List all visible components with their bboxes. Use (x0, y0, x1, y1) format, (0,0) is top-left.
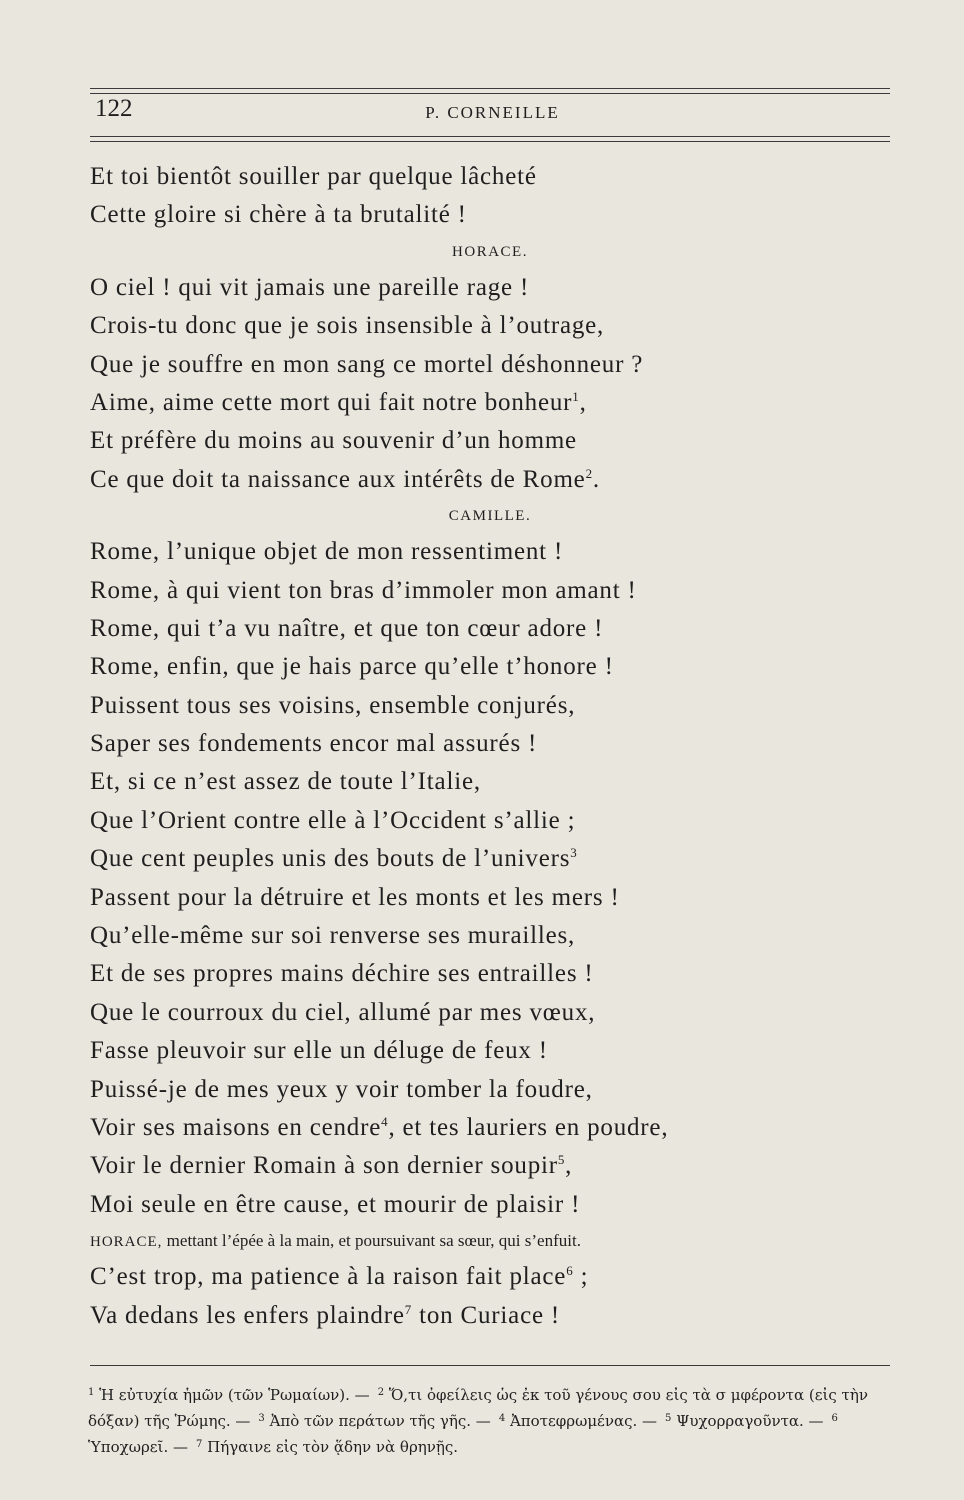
footnote (499, 1412, 657, 1430)
verse-text: Que l’Orient contre elle à l’Occident s’allie ; (90, 806, 576, 834)
footnote-text: Πήγαινε εἰς τὸν ᾅδην νὰ θρηνῇς. (207, 1438, 459, 1456)
verse-text: O ciel ! qui vit jamais une pareille rage ! (90, 273, 530, 301)
footnote-text: Ὅ,τι ὀφείλεις ὡς ἐκ τοῦ γένους σου εἰς τὰ σ μφέροντα (εἰς τὴν δόξαν) τῆς Ῥώμης. — (88, 1386, 868, 1430)
footnote-text: Ψυχορραγοῦντα. — (676, 1412, 824, 1430)
verse-line (90, 307, 890, 345)
verse-line (90, 1297, 890, 1335)
footnote-mark: 1 (88, 1387, 95, 1398)
verse-text: Puissé-je de mes yeux y voir tomber la foudre, (90, 1075, 593, 1103)
speaker-name: HORACE. (452, 243, 528, 260)
verse-line (90, 879, 890, 917)
verse-line (90, 1147, 890, 1185)
footnote (665, 1412, 824, 1430)
footnote-mark: 6 (831, 1413, 838, 1424)
verse-text: Fasse pleuvoir sur elle un déluge de feux ! (90, 1037, 548, 1065)
stage-speaker: HORACE, (90, 1234, 163, 1251)
footnote-ref: 6 (566, 1263, 574, 1279)
verse-text: Puissent tous ses voisins, ensemble conjurés, (90, 691, 576, 719)
verse-text: Et préfère du moins au souvenir d’un homme (90, 427, 577, 455)
verse-line (90, 1258, 890, 1296)
verse-text: Et de ses propres mains déchire ses entrailles ! (90, 960, 594, 988)
header-top-rule-2 (90, 93, 890, 94)
verse-text: Que cent peuples unis des bouts de l’univers (90, 845, 571, 873)
verse-tail: ton Curiace ! (412, 1301, 561, 1329)
footnote-ref: 2 (585, 465, 593, 481)
footnote-ref: 7 (404, 1301, 413, 1317)
verse-line (90, 687, 890, 725)
footnote-mark: 4 (498, 1413, 506, 1424)
verse-line (90, 763, 890, 801)
verse-line (90, 917, 890, 955)
footnote-mark: 5 (665, 1413, 672, 1424)
verse-line (90, 994, 890, 1032)
verse-line (90, 158, 890, 196)
verse-tail: , (565, 1152, 573, 1180)
footnote-mark: 7 (195, 1439, 203, 1450)
stage-text: mettant l’épée à la main, et poursuivant sa sœur, qui s’enfuit. (166, 1231, 581, 1251)
running-head (95, 95, 890, 135)
speaker-name: CAMILLE. (448, 508, 532, 525)
verse-text: Va dedans les enfers plaindre (90, 1301, 405, 1329)
verse-line (90, 384, 890, 422)
verse-line (90, 725, 890, 763)
verse-text (90, 158, 890, 1335)
header-top-rule (90, 88, 890, 89)
footnote-ref: 5 (557, 1152, 566, 1168)
verse-line (90, 572, 890, 610)
verse-text: Aime, aime cette mort qui fait notre bonheur (90, 388, 573, 416)
verse-text: Rome, à qui vient ton bras d’immoler mon amant ! (90, 576, 637, 604)
footnotes (88, 1381, 898, 1459)
verse-line (90, 648, 890, 686)
verse-text: Cette gloire si chère à ta brutalité ! (90, 201, 467, 229)
verse-text: Passent pour la détruire et les monts et les mers ! (90, 883, 620, 911)
footnote-mark: 3 (258, 1413, 265, 1424)
verse-line (90, 533, 890, 571)
footnote (196, 1438, 458, 1456)
verse-tail: , et tes lauriers en poudre, (388, 1113, 669, 1141)
verse-line (90, 461, 890, 499)
verse-line (90, 802, 890, 840)
footnote-text: Ἀποτεφρωμένας. — (509, 1412, 658, 1430)
footnote-ref: 1 (572, 388, 580, 404)
verse-tail: , (579, 388, 587, 416)
verse-text: Et, si ce n’est assez de toute l’Italie, (90, 768, 481, 796)
footnote-text: Ὑποχωρεῖ. — (88, 1438, 188, 1456)
footnote-separator (90, 1365, 890, 1366)
verse-text: Rome, qui t’a vu naître, et que ton cœur adore ! (90, 614, 604, 642)
verse-line (90, 1186, 890, 1224)
verse-text: Moi seule en être cause, et mourir de plaisir ! (90, 1190, 581, 1218)
verse-text: Rome, enfin, que je hais parce qu’elle t’honore ! (90, 653, 614, 681)
verse-text: Rome, l’unique objet de mon ressentiment ! (90, 538, 564, 566)
verse-line (90, 269, 890, 307)
verse-tail: . (592, 465, 600, 493)
verse-line (90, 840, 890, 878)
verse-text: Et toi bientôt souiller par quelque lâcheté (90, 163, 537, 190)
verse-line (90, 196, 890, 234)
verse-text: Voir ses maisons en cendre (90, 1113, 382, 1141)
verse-line (90, 610, 890, 648)
verse-text: Saper ses fondements encor mal assurés ! (90, 730, 538, 758)
verse-line (90, 955, 890, 993)
footnote-mark: 2 (377, 1387, 385, 1398)
footnote (88, 1386, 370, 1404)
footnote (258, 1412, 490, 1430)
verse-line (90, 1071, 890, 1109)
verse-tail: ; (573, 1263, 589, 1291)
verse-text: Ce que doit ta naissance aux intérêts de Rome (90, 465, 586, 493)
verse-line (90, 422, 890, 460)
verse-line (90, 1109, 890, 1147)
verse-line (90, 1032, 890, 1070)
verse-text: Voir le dernier Romain à son dernier soupir (90, 1152, 558, 1180)
footnote-text: Ἀπὸ τῶν περάτων τῆς γῆς. — (269, 1412, 491, 1430)
verse-text: Que le courroux du ciel, allumé par mes vœux, (90, 998, 596, 1026)
stage-direction (90, 1224, 890, 1258)
footnote-ref: 4 (381, 1113, 389, 1129)
verse-text: C’est trop, ma patience à la raison fait place (90, 1263, 567, 1291)
header-bottom-rule (90, 136, 890, 137)
page-number: 122 (95, 95, 133, 122)
verse-text: Que je souffre en mon sang ce mortel déshonneur ? (90, 350, 644, 378)
header-bottom-rule-2 (90, 141, 890, 142)
verse-text: Qu’elle-même sur soi renverse ses murailles, (90, 922, 576, 950)
verse-line (90, 346, 890, 384)
verse-text: Crois-tu donc que je sois insensible à l’outrage, (90, 312, 605, 340)
footnote-ref: 3 (570, 845, 578, 861)
running-title: P. CORNEILLE (425, 103, 560, 122)
footnote-text: Ἡ εὐτυχία ἡμῶν (τῶν Ῥωμαίων). — (99, 1386, 370, 1404)
